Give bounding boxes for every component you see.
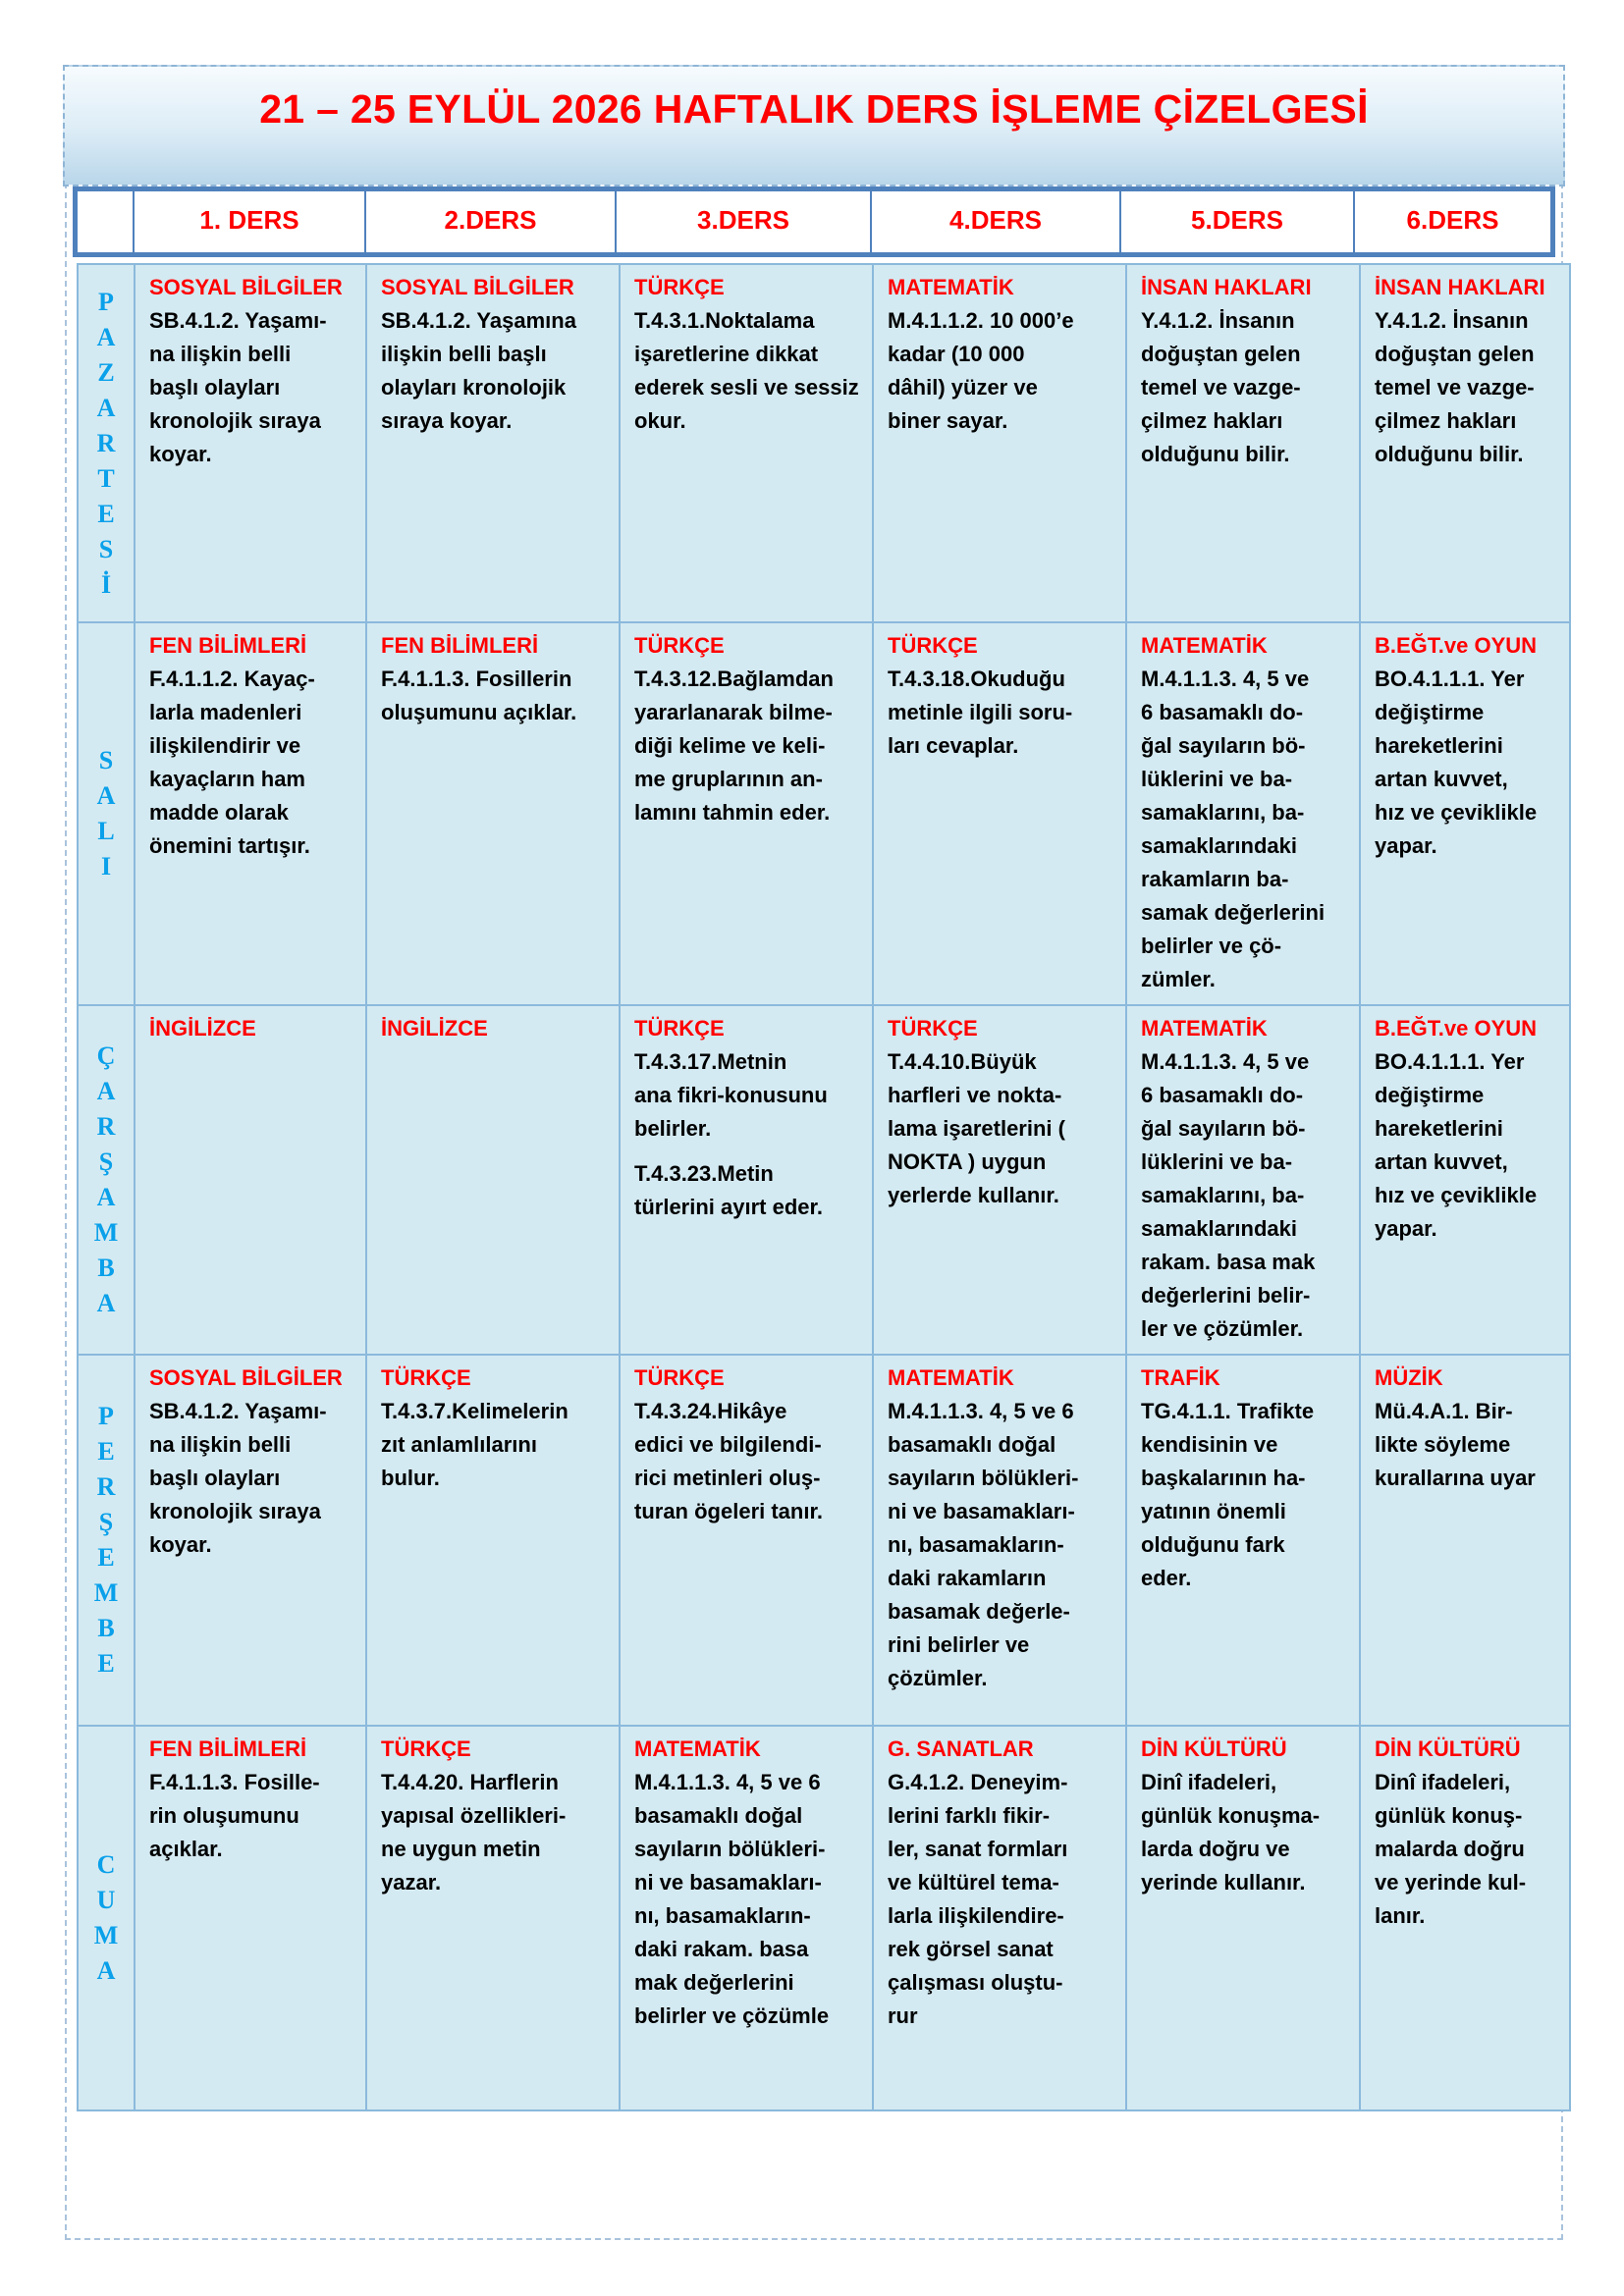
lesson-subject: İNSAN HAKLARI	[1141, 275, 1312, 299]
day-name-vertical: P A Z A R T E S İ	[96, 287, 116, 599]
lesson-subject: SOSYAL BİLGİLER	[381, 275, 574, 299]
lesson-cell	[1360, 1355, 1570, 1726]
lesson-outcome: SB.4.1.2. Yaşamı- na ilişkin belli başlı olayları kronolojik sıraya koyar.	[149, 308, 327, 466]
day-row	[78, 264, 1570, 622]
lesson-outcome: T.4.4.20. Harflerin yapısal özellikleri- ne uygun metin yazar.	[381, 1770, 567, 1895]
day-label-cell	[78, 1355, 135, 1726]
lesson-cell	[135, 1726, 366, 2110]
lesson-cell	[1126, 1726, 1360, 2110]
header-period-5: 5.DERS	[1121, 191, 1355, 252]
lesson-subject: FEN BİLİMLERİ	[149, 633, 307, 658]
day-label-cell	[78, 1005, 135, 1355]
lesson-cell	[873, 1005, 1126, 1355]
lesson-subject: SOSYAL BİLGİLER	[149, 275, 343, 299]
lesson-outcome: M.4.1.1.2. 10 000’e kadar (10 000 dâhil) yüzer ve biner sayar.	[888, 308, 1074, 433]
lesson-subject: TÜRKÇE	[634, 633, 725, 658]
lesson-cell	[366, 1005, 620, 1355]
lesson-outcome: T.4.3.1.Noktalama işaretlerine dikkat ederek sesli ve sessiz okur.	[634, 308, 859, 433]
lesson-outcome: M.4.1.1.3. 4, 5 ve 6 basamaklı do- ğal sayıların bö- lüklerini ve ba- samaklarını, ba- samaklarındaki rakamların ba- samak değerlerini belirler ve çö- zümler.	[1141, 667, 1326, 991]
lesson-subject: MATEMATİK	[888, 275, 1014, 299]
lesson-subject: TÜRKÇE	[381, 1365, 471, 1390]
lesson-outcome: T.4.3.24.Hikâye edici ve bilgilendi- rici metinleri oluş- turan ögeleri tanır.	[634, 1399, 823, 1523]
lesson-cell	[620, 1726, 873, 2110]
day-row	[78, 1005, 1570, 1355]
lesson-subject: G. SANATLAR	[888, 1736, 1034, 1761]
lesson-cell	[135, 622, 366, 1005]
lesson-outcome-secondary: T.4.3.23.Metin türlerini ayırt eder.	[634, 1161, 823, 1219]
day-label-cell	[78, 264, 135, 622]
lesson-outcome: M.4.1.1.3. 4, 5 ve 6 basamaklı doğal sayıların bölükleri- ni ve basamakları- nı, basamakların- daki rakam. basa mak değerlerini belirler ve çözümle	[634, 1770, 830, 2028]
lesson-cell	[620, 1005, 873, 1355]
day-row	[78, 1726, 1570, 2110]
lesson-cell	[366, 1726, 620, 2110]
lesson-cell	[873, 264, 1126, 622]
lesson-outcome: T.4.3.12.Bağlamdan yararlanarak bilme- diği kelime ve keli- me gruplarının an- lamını tahmin eder.	[634, 667, 834, 825]
lesson-subject: DİN KÜLTÜRÜ	[1375, 1736, 1521, 1761]
lesson-subject: İNSAN HAKLARI	[1375, 275, 1545, 299]
day-name-vertical: P E R Ş E M B E	[93, 1402, 119, 1678]
lesson-outcome: F.4.1.1.3. Fosillerin oluşumunu açıklar.	[381, 667, 577, 724]
lesson-outcome: Dinî ifadeleri, günlük konuşma- larda doğru ve yerinde kullanır.	[1141, 1770, 1321, 1895]
lesson-cell	[620, 264, 873, 622]
lesson-outcome: T.4.3.7.Kelimelerin zıt anlamlılarını bulur.	[381, 1399, 568, 1490]
day-label-cell	[78, 1726, 135, 2110]
lesson-outcome: F.4.1.1.2. Kayaç- larla madenleri ilişkilendirir ve kayaçların ham madde olarak önemini tartışır.	[149, 667, 315, 858]
lesson-subject: MATEMATİK	[1141, 1016, 1268, 1041]
lesson-cell	[620, 1355, 873, 1726]
lesson-outcome: Mü.4.A.1. Bir- likte söyleme kurallarına uyar	[1375, 1399, 1536, 1490]
lesson-cell	[366, 1355, 620, 1726]
lesson-cell	[1360, 264, 1570, 622]
lesson-subject: SOSYAL BİLGİLER	[149, 1365, 343, 1390]
lesson-subject: MATEMATİK	[888, 1365, 1014, 1390]
header-corner-cell	[78, 191, 135, 252]
lesson-subject: B.EĞT.ve OYUN	[1375, 633, 1538, 658]
page-title: 21 – 25 EYLÜL 2026 HAFTALIK DERS İŞLEME ÇİZELGESİ	[259, 86, 1369, 132]
lesson-cell	[873, 1726, 1126, 2110]
day-row	[78, 622, 1570, 1005]
lesson-outcome: M.4.1.1.3. 4, 5 ve 6 basamaklı doğal sayıların bölükleri- ni ve basamakları- nı, basamakların- daki rakamların basamak değerle- rini belirler ve çözümler.	[888, 1399, 1079, 1690]
lesson-cell	[873, 1355, 1126, 1726]
lesson-subject: TÜRKÇE	[634, 275, 725, 299]
lesson-subject: MÜZİK	[1375, 1365, 1443, 1390]
lesson-outcome: F.4.1.1.3. Fosille- rin oluşumunu açıklar.	[149, 1770, 320, 1861]
header-period-4: 4.DERS	[872, 191, 1121, 252]
lesson-cell	[620, 622, 873, 1005]
lesson-outcome: BO.4.1.1.1. Yer değiştirme hareketlerini artan kuvvet, hız ve çeviklikle yapar.	[1375, 1049, 1538, 1241]
day-label-cell	[78, 622, 135, 1005]
lesson-outcome: BO.4.1.1.1. Yer değiştirme hareketlerini artan kuvvet, hız ve çeviklikle yapar.	[1375, 667, 1538, 858]
lesson-subject: FEN BİLİMLERİ	[381, 633, 539, 658]
header-period-2: 2.DERS	[366, 191, 617, 252]
lesson-outcome: Y.4.1.2. İnsanın doğuştan gelen temel ve vazge- çilmez hakları olduğunu bilir.	[1141, 308, 1301, 466]
lesson-cell	[1126, 264, 1360, 622]
lesson-subject: DİN KÜLTÜRÜ	[1141, 1736, 1287, 1761]
title-banner	[63, 65, 1565, 187]
lesson-subject: İNGİLİZCE	[149, 1016, 256, 1041]
lesson-outcome: T.4.3.17.Metnin ana fikri-konusunu belirler.	[634, 1049, 828, 1141]
lesson-outcome: M.4.1.1.3. 4, 5 ve 6 basamaklı do- ğal sayıların bö- lüklerini ve ba- samaklarını, ba- samaklarındaki rakam. basa mak değerlerini belir- ler ve çözümler.	[1141, 1049, 1316, 1341]
lesson-subject: MATEMATİK	[1141, 633, 1268, 658]
lesson-cell	[135, 1005, 366, 1355]
lesson-cell	[1360, 622, 1570, 1005]
lesson-cell	[1360, 1005, 1570, 1355]
header-period-6: 6.DERS	[1406, 204, 1499, 235]
lesson-subject: B.EĞT.ve OYUN	[1375, 1016, 1538, 1041]
lesson-cell	[1126, 622, 1360, 1005]
lesson-cell	[135, 1355, 366, 1726]
lesson-subject: TÜRKÇE	[888, 1016, 978, 1041]
lesson-outcome: SB.4.1.2. Yaşamı- na ilişkin belli başlı olayları kronolojik sıraya koyar.	[149, 1399, 327, 1557]
day-name-vertical: S A L I	[96, 746, 116, 881]
period-header-row	[73, 187, 1555, 257]
day-name-vertical: Ç A R Ş A M B A	[93, 1041, 119, 1317]
lesson-outcome: TG.4.1.1. Trafikte kendisinin ve başkalarının ha- yatının önemli olduğunu fark eder.	[1141, 1399, 1315, 1590]
lesson-cell	[873, 622, 1126, 1005]
lesson-outcome: SB.4.1.2. Yaşamına ilişkin belli başlı olayları kronolojik sıraya koyar.	[381, 308, 576, 433]
lesson-cell	[1126, 1355, 1360, 1726]
lesson-subject: TÜRKÇE	[888, 633, 978, 658]
lesson-subject: TÜRKÇE	[634, 1016, 725, 1041]
lesson-outcome: T.4.3.18.Okuduğu metinle ilgili soru- ları cevaplar.	[888, 667, 1073, 758]
lesson-subject: MATEMATİK	[634, 1736, 761, 1761]
lesson-cell	[135, 264, 366, 622]
lesson-subject: TÜRKÇE	[634, 1365, 725, 1390]
lesson-outcome: T.4.4.10.Büyük harfleri ve nokta- lama işaretlerini ( NOKTA ) uygun yerlerde kullanır.	[888, 1049, 1065, 1207]
schedule-table	[77, 263, 1571, 2111]
header-period-1: 1. DERS	[135, 191, 366, 252]
lesson-cell	[1126, 1005, 1360, 1355]
lesson-cell	[366, 264, 620, 622]
lesson-outcome: G.4.1.2. Deneyim- lerini farklı fikir- ler, sanat formları ve kültürel tema- larla ilişkilendire- rek görsel sanat çalışması oluştu- rur	[888, 1770, 1068, 2028]
lesson-outcome: Y.4.1.2. İnsanın doğuştan gelen temel ve vazge- çilmez hakları olduğunu bilir.	[1375, 308, 1535, 466]
day-row	[78, 1355, 1570, 1726]
lesson-subject: TÜRKÇE	[381, 1736, 471, 1761]
lesson-outcome: Dinî ifadeleri, günlük konuş- malarda doğru ve yerinde kul- lanır.	[1375, 1770, 1527, 1928]
lesson-cell	[1360, 1726, 1570, 2110]
lesson-subject: İNGİLİZCE	[381, 1016, 488, 1041]
lesson-subject: TRAFİK	[1141, 1365, 1220, 1390]
lesson-subject: FEN BİLİMLERİ	[149, 1736, 307, 1761]
header-period-3: 3.DERS	[617, 191, 872, 252]
lesson-cell	[366, 622, 620, 1005]
day-name-vertical: C U M A	[93, 1850, 119, 1985]
